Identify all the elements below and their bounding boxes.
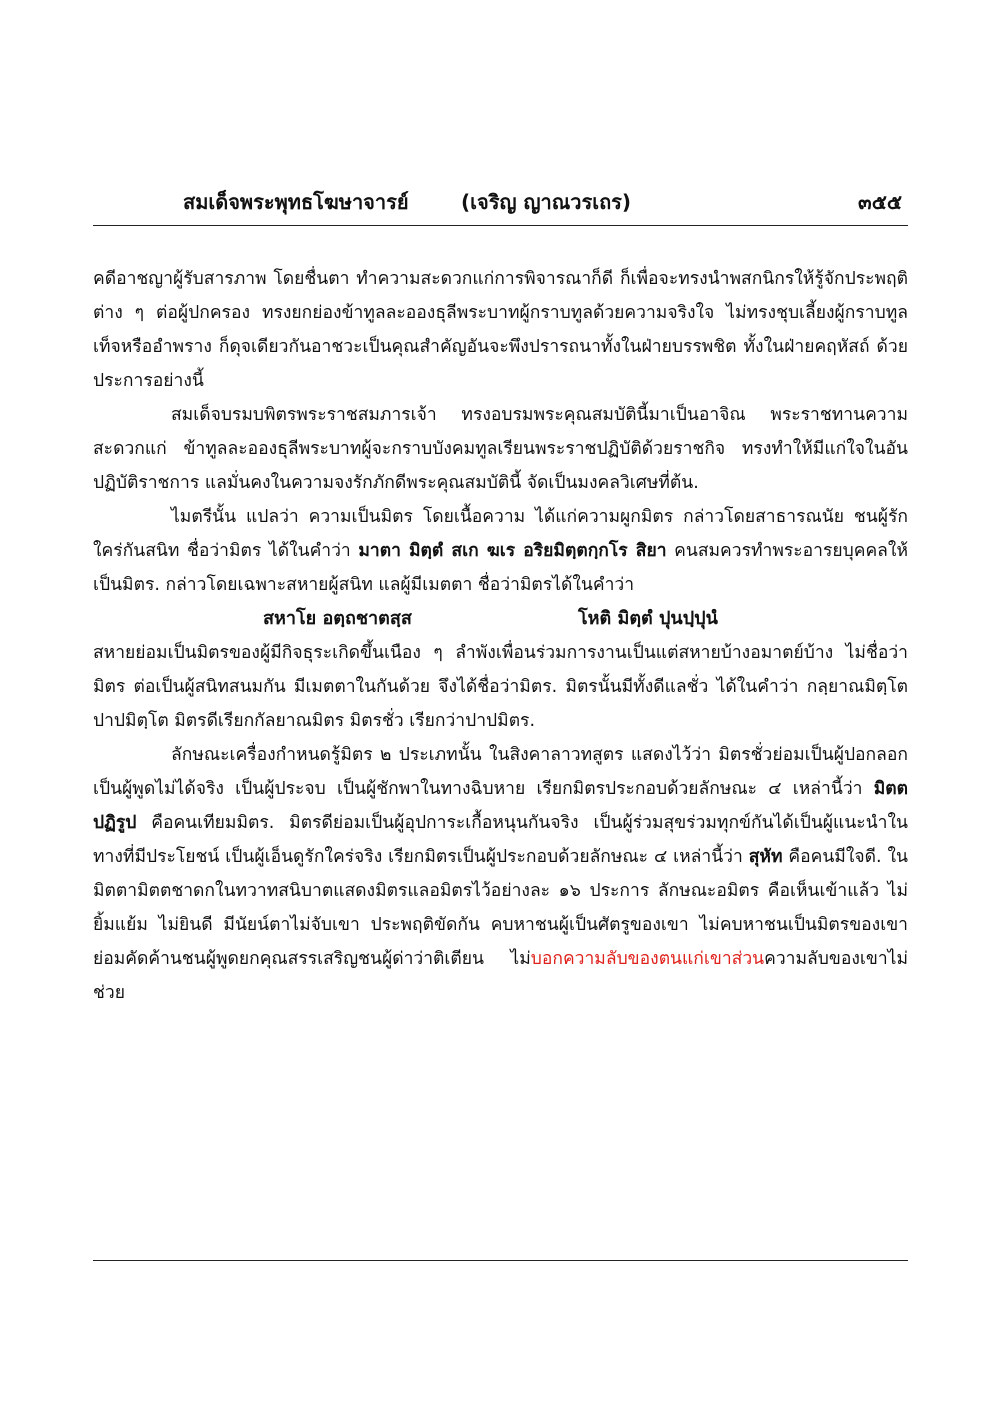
verse-right: โหติ มิตฺตํ ปุนปฺปุนํ <box>578 608 718 629</box>
body-text <box>93 262 908 1010</box>
paragraph-5-text-c: คือคนมีใจดี. ในมิตตามิตตชาดกในทวาทสนิบาตแสดงมิตรแลอมิตรไว้อย่างละ ๑๖ ประการ ลักษณะอมิตร คือเห็นเข้าแล้ว ไม่ยิ้มแย้ม ไม่ยินดี มีนัยน์ตาไม่จับเขา ประพฤติขัดกัน คบหาชนผู้เป็นศัตรูของเขา ไม่คบหาชนเป็นมิตรของเขา ย่อมคัดค้านชนผู้พูดยกคุณสรรเสริญชนผู้ด่าว่าติเตียน ไม่ <box>93 847 908 969</box>
page-header <box>93 186 908 222</box>
paragraph-3-text-a: ไมตรีนั้น แปลว่า ความเป็นมิตร โดยเนื้อความ ได้แก่ความผูกมิตร กล่าวโดยสาธารณนัย ชนผู้รักใคร่กันสนิท ชื่อว่ามิตร ได้ในคำว่า <box>93 507 908 561</box>
pali-quote-mata: มาตา มิตฺตํ สเก ฆเร อริยมิตฺตกฺกโร สิยา <box>358 541 667 561</box>
paragraph-3-text-b: คนสมควรทำพระอารยบุคคลให้เป็นมิตร. กล่าวโดยเฉพาะสหายผู้สนิท แลผู้มีเมตตา ชื่อว่ามิตรได้ในคำว่า <box>93 541 908 595</box>
pali-verse <box>93 602 908 636</box>
header-divider <box>93 225 908 226</box>
footer-divider <box>93 1260 908 1261</box>
paragraph-1: คดีอาชญาผู้รับสารภาพ โดยชื่นตา ทำความสะดวกแก่การพิจารณาก็ดี ก็เพื่อจะทรงนำพสกนิกรให้รู้จักประพฤติต่าง ๆ ต่อผู้ปกครอง ทรงยกย่องข้าทูลละอองธุลีพระบาทผู้กราบทูลด้วยความจริงใจ ไม่ทรงชุบเลี้ยงผู้กราบทูลเท็จหรืออำพราง ก็ดุจเดียวกันอาชวะเป็นคุณสำคัญอันจะพึงปรารถนาทั้งในฝ่ายบรรพชิต ทั้งในฝ่ายคฤหัสถ์ ด้วยประการอย่างนี้ <box>93 269 908 391</box>
paragraph-5-text-a: ลักษณะเครื่องกำหนดรู้มิตร ๒ ประเภทนั้น ในสิงคาลาวทสูตร แสดงไว้ว่า มิตรชั่วย่อมเป็นผู้ปอกลอก เป็นผู้พูดไม่ได้จริง เป็นผู้ประจบ เป็นผู้ชักพาในทางฉิบหาย เรียกมิตรประกอบด้วยลักษณะ ๔ เหล่านี้ว่า <box>93 745 908 799</box>
header-subtitle: (เจริญ ญาณวรเถร) <box>461 190 632 214</box>
highlighted-text: บอกความลับของตนแก่เขาส่วน <box>530 949 765 969</box>
term-mittapatirupa: มิตตปฏิรูป <box>93 779 908 833</box>
header-title: สมเด็จพระพุทธโฆษาจารย์ <box>183 190 409 214</box>
paragraph-4: สหายย่อมเป็นมิตรของผู้มีกิจธุระเกิดขึ้นเนือง ๆ ลำพังเพื่อนร่วมการงานเป็นแต่สหายบ้างอมาตย์บ้าง ไม่ชื่อว่ามิตร ต่อเป็นผู้สนิทสนมกัน มีเมตตาในกันด้วย จึงได้ชื่อว่ามิตร. มิตรนั้นมีทั้งดีแลชั่ว ได้ในคำว่า กลฺยาณมิตฺโต ปาปมิตฺโต มิตรดีเรียกกัลยาณมิตร มิตรชั่ว เรียกว่าปาปมิตร. <box>93 643 908 731</box>
paragraph-3 <box>93 500 908 602</box>
verse-left: สหาโย อตฺถชาตสฺส <box>263 608 412 629</box>
paragraph-5 <box>93 738 908 1010</box>
paragraph-2: สมเด็จบรมบพิตรพระราชสมภารเจ้า ทรงอบรมพระคุณสมบัตินี้มาเป็นอาจิณ พระราชทานความสะดวกแก่ ข้าทูลละอองธุลีพระบาทผู้จะกราบบังคมทูลเรียนพระราชปฏิบัติด้วยราชกิจ ทรงทำให้มีแก่ใจในอันปฏิบัติราชการ แลมั่นคงในความจงรักภักดีพระคุณสมบัตินี้ จัดเป็นมงคลวิเศษที่ต้น. <box>93 405 908 493</box>
page-number: ๓๕๕ <box>858 190 902 214</box>
paragraph-5-text-d: ความลับของเขาไม่ช่วย <box>93 949 908 1003</box>
term-suhat: สุหัท <box>748 847 783 867</box>
paragraph-5-text-b: คือคนเทียมมิตร. มิตรดีย่อมเป็นผู้อุปการะเกื้อหนุนกันจริง เป็นผู้ร่วมสุขร่วมทุกข์กันได้เป็นผู้แนะนำในทางที่มีประโยชน์ เป็นผู้เอ็นดูรักใคร่จริง เรียกมิตรเป็นผู้ประกอบด้วยลักษณะ ๔ เหล่านี้ว่า <box>93 813 908 867</box>
